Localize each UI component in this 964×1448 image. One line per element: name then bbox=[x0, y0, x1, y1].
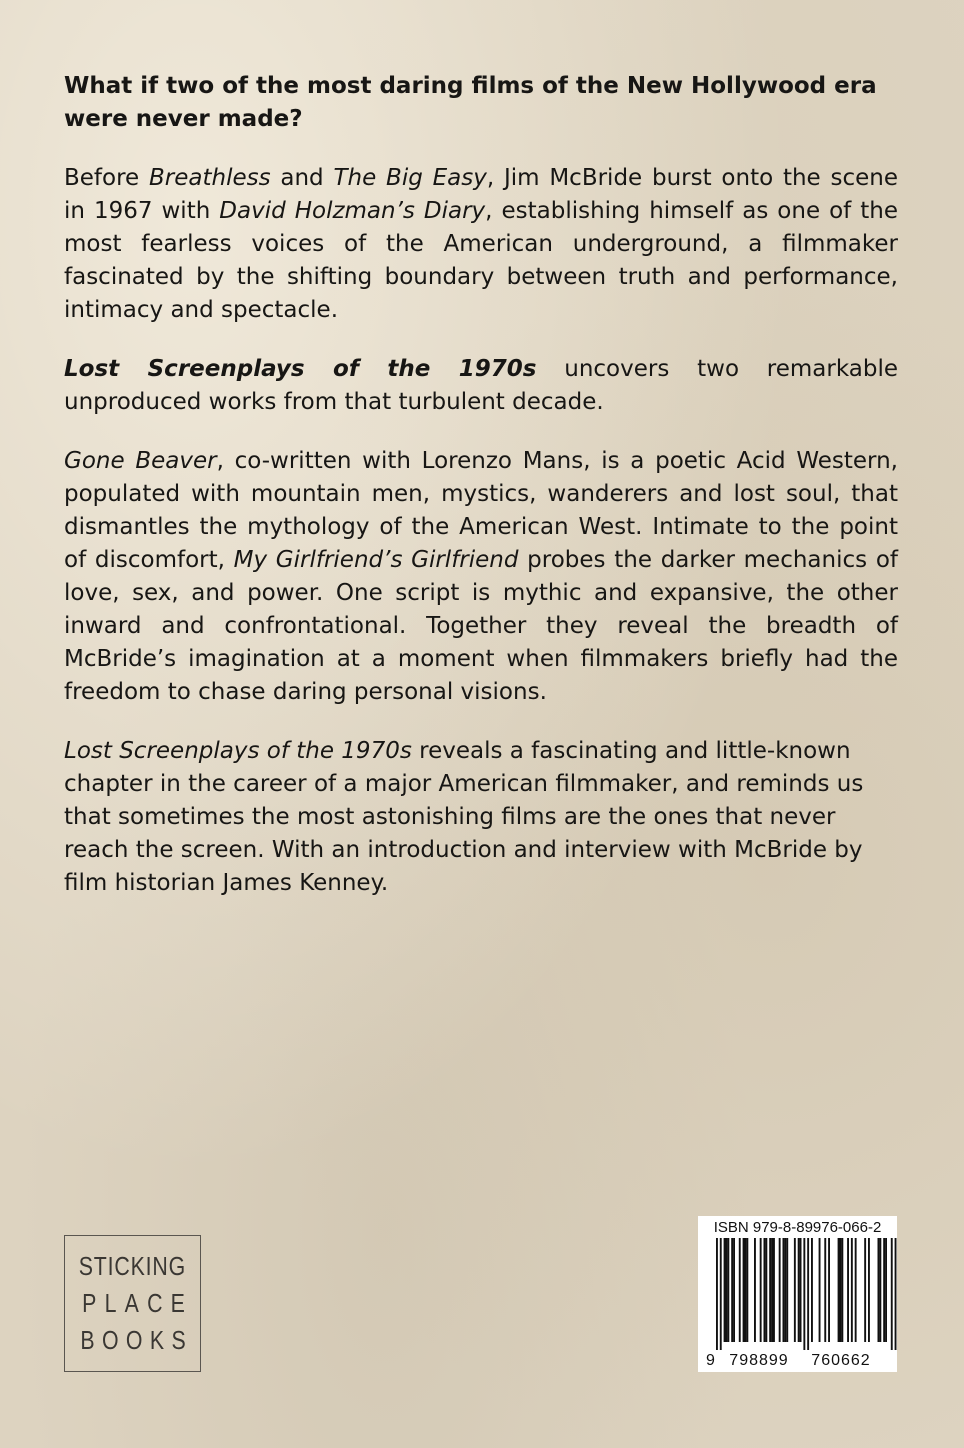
barcode-bar bbox=[885, 1238, 887, 1342]
barcode-bar bbox=[716, 1238, 718, 1350]
script-title-girlfriends-girlfriend: My Girlfriend’s Girlfriend bbox=[233, 547, 519, 573]
barcode-bar bbox=[819, 1238, 821, 1342]
text-run: reveals a fascinating and little-known chapter in the career of a major American filmmaker, and reminds us that sometimes the most astonishing films are the ones that never reach the screen. With an introduction and interview with McBride by film historian James Kenney. bbox=[64, 738, 864, 896]
barcode-bar bbox=[754, 1238, 756, 1342]
barcode-bar bbox=[733, 1238, 735, 1342]
barcode-bar bbox=[720, 1238, 722, 1350]
barcode-bar bbox=[879, 1238, 881, 1342]
barcode-bar bbox=[745, 1238, 747, 1342]
publisher-logo-line-2: PLACE bbox=[82, 1288, 193, 1318]
barcode-bar bbox=[895, 1238, 897, 1350]
barcode-bar bbox=[798, 1238, 800, 1342]
barcode-bar bbox=[838, 1238, 840, 1342]
publisher-logo bbox=[64, 1235, 201, 1372]
film-title-holzman-diary: David Holzman’s Diary bbox=[219, 198, 486, 224]
barcode-bar bbox=[731, 1238, 733, 1342]
barcode-digits-left: 798899 bbox=[729, 1352, 789, 1369]
barcode-bar bbox=[800, 1238, 802, 1342]
barcode-bar bbox=[891, 1238, 893, 1350]
barcode-bar bbox=[841, 1238, 843, 1342]
barcode-bar bbox=[773, 1238, 775, 1342]
film-title-big-easy: The Big Easy bbox=[333, 165, 487, 191]
barcode-bar bbox=[840, 1238, 842, 1342]
paragraph-intro bbox=[64, 162, 898, 327]
isbn-barcode bbox=[698, 1216, 897, 1372]
barcode-bar bbox=[765, 1238, 767, 1342]
lead-question: What if two of the most daring films of the New Hollywood era were never made? bbox=[64, 73, 877, 132]
text-run: , establishing himself as one of the most fearless voices of the American underground, a filmmaker fascinated by the shifting boundary between truth and performance, intimacy and spectacle. bbox=[64, 198, 899, 323]
paragraph-closing bbox=[64, 735, 898, 900]
book-title: Lost Screenplays of the 1970s bbox=[64, 738, 412, 764]
barcode-bar bbox=[828, 1238, 830, 1342]
barcode-digits-right: 760662 bbox=[811, 1352, 871, 1369]
barcode-bar bbox=[727, 1238, 729, 1342]
barcode-digit-first: 9 bbox=[706, 1352, 715, 1369]
barcode-bar bbox=[855, 1238, 857, 1342]
film-title-breathless: Breathless bbox=[149, 165, 271, 191]
barcode-bar bbox=[783, 1238, 785, 1342]
text-run: Before bbox=[64, 165, 149, 191]
barcode-bar bbox=[878, 1238, 880, 1342]
barcode-bar bbox=[864, 1238, 866, 1342]
book-title: Lost Screenplays of the 1970s bbox=[64, 356, 537, 382]
barcode-bar bbox=[724, 1238, 726, 1342]
barcode-bar bbox=[794, 1238, 796, 1342]
paragraph-book-summary bbox=[64, 353, 898, 419]
text-run: probes the darker mechanics of love, sex, and power. One script is mythic and expansive, the other inward and confrontational. Together they reveal the breadth of McBride’s imagination at a moment when filmmakers briefly had the freedom to chase daring personal visions. bbox=[64, 547, 898, 705]
barcode-bar bbox=[811, 1238, 813, 1342]
barcode-bar bbox=[847, 1238, 849, 1342]
isbn-label: ISBN 979-8-89976-066-2 bbox=[713, 1219, 882, 1236]
barcode-bars bbox=[698, 1238, 897, 1372]
publisher-logo-line-1: STICKING bbox=[78, 1251, 187, 1281]
barcode-bar bbox=[824, 1238, 826, 1342]
barcode-bar bbox=[883, 1238, 885, 1342]
text-run: , Jim McBride burst onto the scene in 1967 with bbox=[64, 165, 899, 224]
barcode-bar bbox=[771, 1238, 773, 1342]
barcode-bar bbox=[743, 1238, 745, 1342]
barcode-bar bbox=[868, 1238, 870, 1342]
barcode-bar bbox=[769, 1238, 771, 1342]
barcode-bar bbox=[726, 1238, 728, 1342]
barcode-bar bbox=[764, 1238, 766, 1342]
text-run: , co-written with Lorenzo Mans, is a poetic Acid Western, populated with mountain men, mystics, wanderers and lost soul, that dismantles the mythology of the American West. Intimate to the point of discomfort, bbox=[64, 448, 898, 573]
barcode-bar bbox=[786, 1238, 788, 1342]
back-cover-blurb bbox=[64, 70, 898, 926]
paragraph-scripts bbox=[64, 445, 898, 709]
barcode-bar bbox=[851, 1238, 853, 1342]
script-title-gone-beaver: Gone Beaver bbox=[64, 448, 217, 474]
text-run: and bbox=[270, 165, 334, 191]
barcode-bar bbox=[746, 1238, 748, 1342]
barcode-bar bbox=[760, 1238, 762, 1342]
publisher-logo-line-3: BOOKS bbox=[80, 1325, 194, 1355]
barcode-bar bbox=[779, 1238, 781, 1342]
text-run: uncovers two remarkable unproduced works from that turbulent decade. bbox=[64, 356, 898, 415]
barcode-bar bbox=[803, 1238, 805, 1350]
barcode-bar bbox=[739, 1238, 741, 1342]
barcode-bar bbox=[784, 1238, 786, 1342]
barcode-bar bbox=[807, 1238, 809, 1350]
